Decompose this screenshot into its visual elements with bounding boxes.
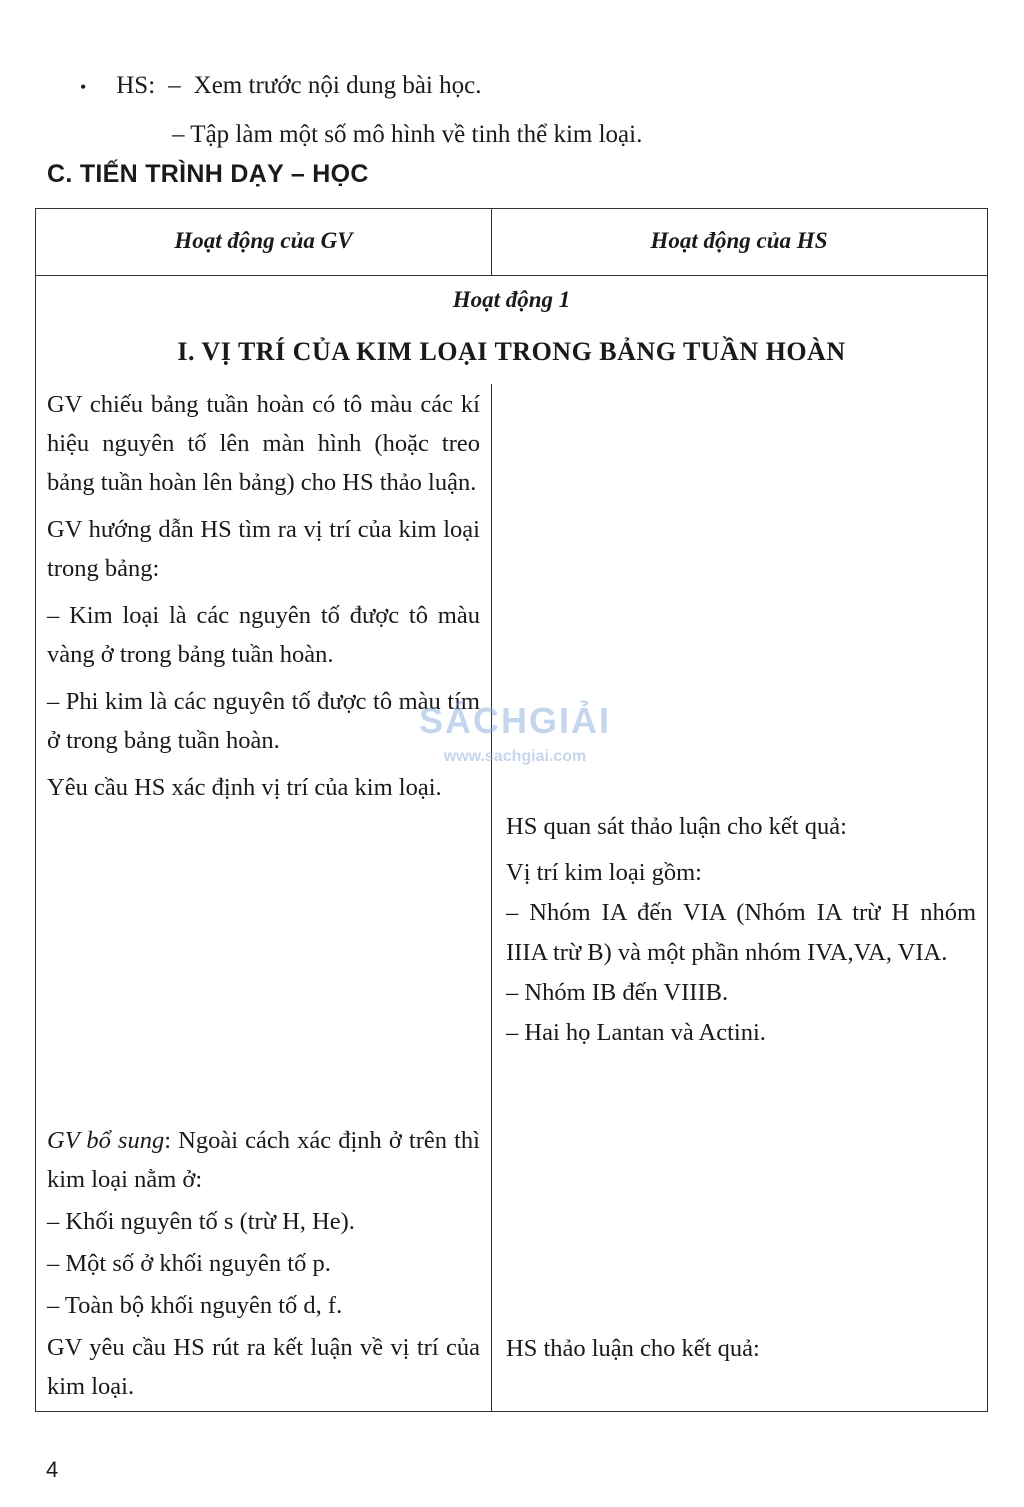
hs-paragraph: HS quan sát thảo luận cho kết quả: <box>506 813 847 840</box>
hs-paragraph: – Hai họ Lantan và Actini. <box>506 1019 766 1046</box>
gv-paragraph: GV yêu cầu HS rút ra kết luận về vị trí của kim loại. <box>47 1334 480 1400</box>
gv-supplement <box>47 1121 480 1199</box>
watermark-url: www.sachgiai.com <box>443 748 587 765</box>
gv-paragraph: GV chiếu bảng tuần hoàn có tô màu các kí hiệu nguyên tố lên màn hình (hoặc treo bảng tuần hoàn lên bảng) cho HS thảo luận. <box>47 391 480 496</box>
gv-paragraph: – Toàn bộ khối nguyên tố d, f. <box>47 1292 343 1319</box>
lesson-table <box>35 208 988 1412</box>
preparation-item-2: – Tập làm một số mô hình về tinh thể kim loại. <box>172 121 643 149</box>
gv-supplement-text: : Ngoài cách xác định ở trên thì kim loại nằm ở: <box>47 1127 480 1193</box>
table-header <box>36 209 987 276</box>
header-hs: Hoạt động của HS <box>650 228 828 253</box>
column-divider <box>491 384 492 1411</box>
gv-paragraph: Yêu cầu HS xác định vị trí của kim loại. <box>47 774 442 801</box>
preparation-item-1: Xem trước nội dung bài học. <box>193 72 482 99</box>
section-title: I. VỊ TRÍ CỦA KIM LOẠI TRONG BẢNG TUẦN HOÀN <box>177 337 846 366</box>
gv-block-1 <box>47 385 480 815</box>
preparation-row-1 <box>80 62 642 111</box>
bullet-icon: • <box>80 77 87 98</box>
gv-paragraph: – Một số ở khối nguyên tố p. <box>47 1250 331 1277</box>
dash: – <box>168 72 181 99</box>
gv-paragraph: – Khối nguyên tố s (trừ H, He). <box>47 1208 355 1235</box>
hs-block-1 <box>506 807 976 1053</box>
header-gv: Hoạt động của GV <box>36 209 492 275</box>
hs-paragraph: Vị trí kim loại gồm: <box>506 859 702 886</box>
watermark-logo: SÁCHGIẢI <box>418 700 611 741</box>
hs-paragraph: – Nhóm IB đến VIIIB. <box>506 979 729 1006</box>
gv-block-2 <box>47 1121 480 1414</box>
section-heading: C. TIẾN TRÌNH DẠY – HỌC <box>47 160 369 188</box>
page-number: 4 <box>46 1457 59 1482</box>
hs-label: HS: <box>116 72 156 99</box>
hs-paragraph: HS thảo luận cho kết quả: <box>506 1335 760 1362</box>
hs-paragraph: – Nhóm IA đến VIA (Nhóm IA trừ H nhóm IIIA trừ B) và một phần nhóm IVA,VA, VIA. <box>506 899 976 966</box>
gv-paragraph: GV hướng dẫn HS tìm ra vị trí của kim loại trong bảng: <box>47 516 480 582</box>
gv-paragraph: – Phi kim là các nguyên tố được tô màu tím ở trong bảng tuần hoàn. <box>47 688 480 754</box>
hs-block-2 <box>506 1329 976 1377</box>
gv-paragraph: – Kim loại là các nguyên tố được tô màu vàng ở trong bảng tuần hoàn. <box>47 602 480 668</box>
preparation-block <box>80 62 642 159</box>
gv-supplement-label: GV bổ sung <box>47 1127 165 1154</box>
activity-title: Hoạt động 1 <box>452 287 571 312</box>
